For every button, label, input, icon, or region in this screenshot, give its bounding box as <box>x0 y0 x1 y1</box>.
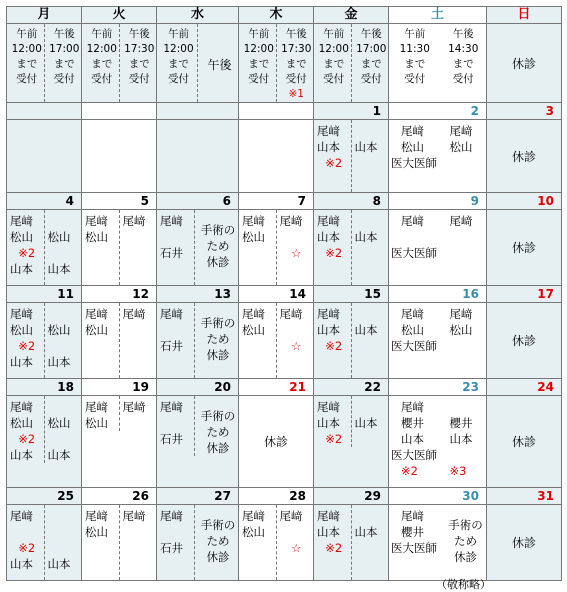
date-19: 19 <box>132 380 149 394</box>
date-7: 7 <box>297 194 306 208</box>
cell-18: 尾﨑 松山 ※2 山本 松山 山本 <box>7 396 82 488</box>
cell-17: 休診 <box>487 303 562 379</box>
date-28: 28 <box>289 489 306 503</box>
date-18: 18 <box>57 380 74 394</box>
cell-12: 尾﨑 松山 尾﨑 <box>82 303 157 379</box>
weekday-header-row <box>7 7 562 24</box>
date-6: 6 <box>222 194 231 208</box>
am-times: 午前 11:30 まで 受付 <box>399 28 430 85</box>
star-mark: ☆ <box>291 339 302 353</box>
date-27: 27 <box>214 489 231 503</box>
cell-27: 尾﨑 石井 手術の ため 休診 <box>157 505 239 581</box>
week2-staff-row <box>7 210 562 286</box>
cell-8: 尾﨑 山本 ※2 山本 <box>314 210 389 286</box>
am-times: 午前 12:00 まで 受付 <box>157 24 198 102</box>
date-3: 3 <box>545 104 554 118</box>
weekday-fri: 金 <box>344 7 358 22</box>
date-8: 8 <box>372 194 381 208</box>
week5-staff-row <box>7 505 562 581</box>
week2-date-row <box>7 193 562 210</box>
cell-24: 休診 <box>487 396 562 488</box>
date-14: 14 <box>289 287 306 301</box>
date-16: 16 <box>462 287 479 301</box>
pm-times: 午後 17:30 まで 受付 ※1 <box>281 28 312 100</box>
date-30: 30 <box>462 489 479 503</box>
date-2: 2 <box>470 104 479 118</box>
am-times: 午前 12:00 まで 受付 <box>314 24 352 102</box>
cell-21: 休診 <box>239 396 314 488</box>
cell-23: 尾﨑 櫻井 山本 医大医師 ※2 櫻井 山本 ※3 <box>389 396 487 488</box>
cell-22: 尾﨑 山本 ※2 山本 <box>314 396 389 488</box>
cell-2: 尾﨑 松山 医大医師 尾﨑 松山 <box>389 120 487 193</box>
pm-times: 午後 14:30 まで 受付 <box>448 28 479 85</box>
star-mark: ☆ <box>291 541 302 555</box>
cell-4: 尾﨑 松山 ※2 山本 松山 山本 <box>7 210 82 286</box>
date-9: 9 <box>470 194 479 208</box>
date-23: 23 <box>462 380 479 394</box>
date-13: 13 <box>214 287 231 301</box>
date-12: 12 <box>132 287 149 301</box>
date-21: 21 <box>289 380 306 394</box>
reception-times-row <box>7 24 562 103</box>
weekday-wed: 水 <box>190 7 204 22</box>
date-26: 26 <box>132 489 149 503</box>
weekday-mon: 月 <box>37 7 51 22</box>
pm-times: 午後 17:30 まで 受付 <box>124 28 155 85</box>
times-sat <box>389 24 487 103</box>
date-5: 5 <box>140 194 149 208</box>
clinic-schedule-table <box>6 6 562 581</box>
times-wed <box>157 24 239 103</box>
date-31: 31 <box>537 489 554 503</box>
am-times: 午前 12:00 まで 受付 <box>239 24 277 102</box>
week4-date-row <box>7 379 562 396</box>
times-tue <box>82 24 157 103</box>
cell-6: 尾﨑 石井 手術の ため 休診 <box>157 210 239 286</box>
date-4: 4 <box>65 194 74 208</box>
star-mark: ☆ <box>291 246 302 260</box>
cell-10: 休診 <box>487 210 562 286</box>
times-sun: 休診 <box>487 24 562 103</box>
weekday-sun: 日 <box>517 7 531 22</box>
times-thu <box>239 24 314 103</box>
date-17: 17 <box>537 287 554 301</box>
cell-14: 尾﨑 松山 尾﨑 ☆ <box>239 303 314 379</box>
weekday-thu: 木 <box>269 7 283 22</box>
date-10: 10 <box>537 194 554 208</box>
cell-13: 尾﨑 石井 手術の ため 休診 <box>157 303 239 379</box>
date-24: 24 <box>537 380 554 394</box>
date-1: 1 <box>372 104 381 118</box>
weekday-tue: 火 <box>112 7 126 22</box>
cell-19: 尾﨑 松山 尾﨑 <box>82 396 157 488</box>
date-29: 29 <box>364 489 381 503</box>
cell-26: 尾﨑 松山 尾﨑 <box>82 505 157 581</box>
week1-staff-row <box>7 120 562 193</box>
am-times: 午前 12:00 まで 受付 <box>7 24 45 102</box>
cell-3: 休診 <box>487 120 562 193</box>
cell-9: 尾﨑 医大医師 尾﨑 <box>389 210 487 286</box>
week3-staff-row <box>7 303 562 379</box>
pm-times: 午後 <box>207 57 232 72</box>
times-mon <box>7 24 82 103</box>
cell-15: 尾﨑 山本 ※2 山本 <box>314 303 389 379</box>
date-25: 25 <box>57 489 74 503</box>
date-22: 22 <box>364 380 381 394</box>
weekday-sat: 土 <box>430 7 444 22</box>
schedule-wrapper <box>6 6 562 581</box>
week5-date-row <box>7 488 562 505</box>
cell-28: 尾﨑 松山 尾﨑 ☆ <box>239 505 314 581</box>
date-15: 15 <box>364 287 381 301</box>
cell-20: 尾﨑 石井 手術の ため 休診 <box>157 396 239 488</box>
times-fri <box>314 24 389 103</box>
cell-30: 尾﨑 櫻井 医大医師 手術の ため 休診 <box>389 505 487 581</box>
cell-1: 尾﨑 山本 ※2 山本 <box>314 120 389 193</box>
cell-7: 尾﨑 松山 尾﨑 ☆ <box>239 210 314 286</box>
cell-25: 尾﨑 ※2 山本 山本 <box>7 505 82 581</box>
honorific-note: （敬称略） <box>436 578 491 591</box>
date-11: 11 <box>57 287 74 301</box>
cell-11: 尾﨑 松山 ※2 山本 松山 山本 <box>7 303 82 379</box>
am-times: 午前 12:00 まで 受付 <box>82 24 120 102</box>
pm-times: 午後 17:00 まで 受付 <box>49 28 80 85</box>
pm-times: 午後 17:00 まで 受付 <box>356 28 387 85</box>
date-20: 20 <box>214 380 231 394</box>
cell-31: 休診 <box>487 505 562 581</box>
week3-date-row <box>7 286 562 303</box>
cell-29: 尾﨑 山本 ※2 山本 <box>314 505 389 581</box>
cell-5: 尾﨑 松山 尾﨑 <box>82 210 157 286</box>
week1-date-row <box>7 103 562 120</box>
week4-staff-row <box>7 396 562 488</box>
cell-16: 尾﨑 松山 医大医師 尾﨑 松山 <box>389 303 487 379</box>
